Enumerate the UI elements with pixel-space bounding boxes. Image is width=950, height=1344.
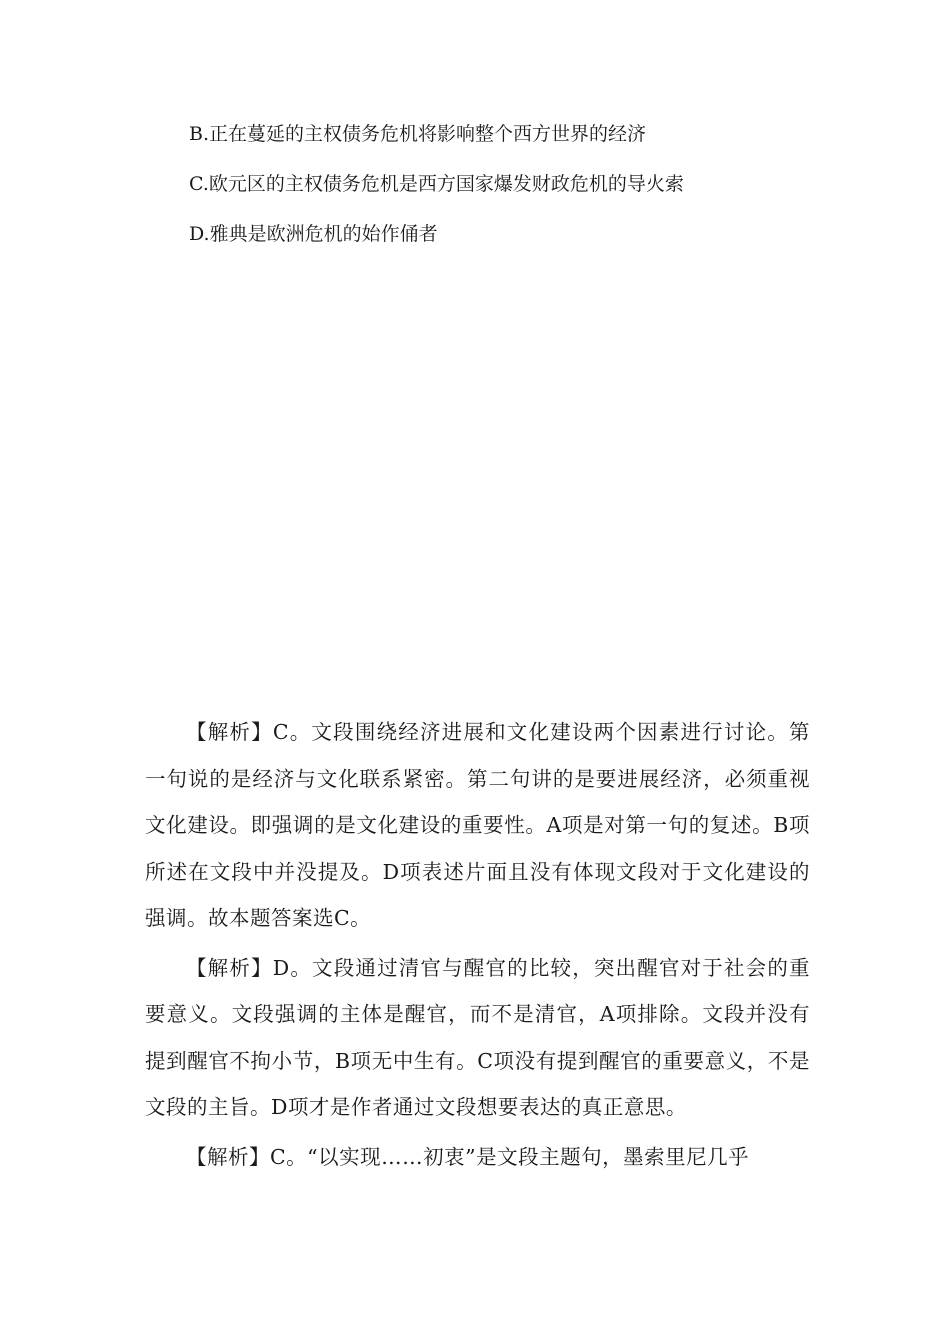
answer-options — [189, 118, 889, 268]
option-d: D.雅典是欧洲危机的始作俑者 — [189, 223, 438, 245]
analysis-section — [145, 709, 810, 1183]
analysis-paragraph-1: 【解析】C。文段围绕经济进展和文化建设两个因素进行讨论。第一句说的是经济与文化联系紧密。第二句讲的是要进展经济，必须重视文化建设。即强调的是文化建设的重要性。A项是对第一句的复述。B项所述在文段中并没提及。D项表述片面且没有体现文段对于文化建设的强调。故本题答案选C。 — [145, 720, 810, 930]
option-b: B.正在蔓延的主权债务危机将影响整个西方世界的经济 — [189, 123, 647, 145]
option-c: C.欧元区的主权债务危机是西方国家爆发财政危机的导火索 — [189, 173, 684, 195]
analysis-paragraph-2: 【解析】D。文段通过清官与醒官的比较，突出醒官对于社会的重要意义。文段强调的主体是醒官，而不是清官，A项排除。文段并没有提到醒官不拘小节，B项无中生有。C项没有提到醒官的重要意义，不是文段的主旨。D项才是作者通过文段想要表达的真正意思。 — [145, 955, 810, 1119]
analysis-paragraph-3: 【解析】C。“以实现……初衷”是文段主题句，墨索里尼几乎 — [186, 1144, 750, 1169]
